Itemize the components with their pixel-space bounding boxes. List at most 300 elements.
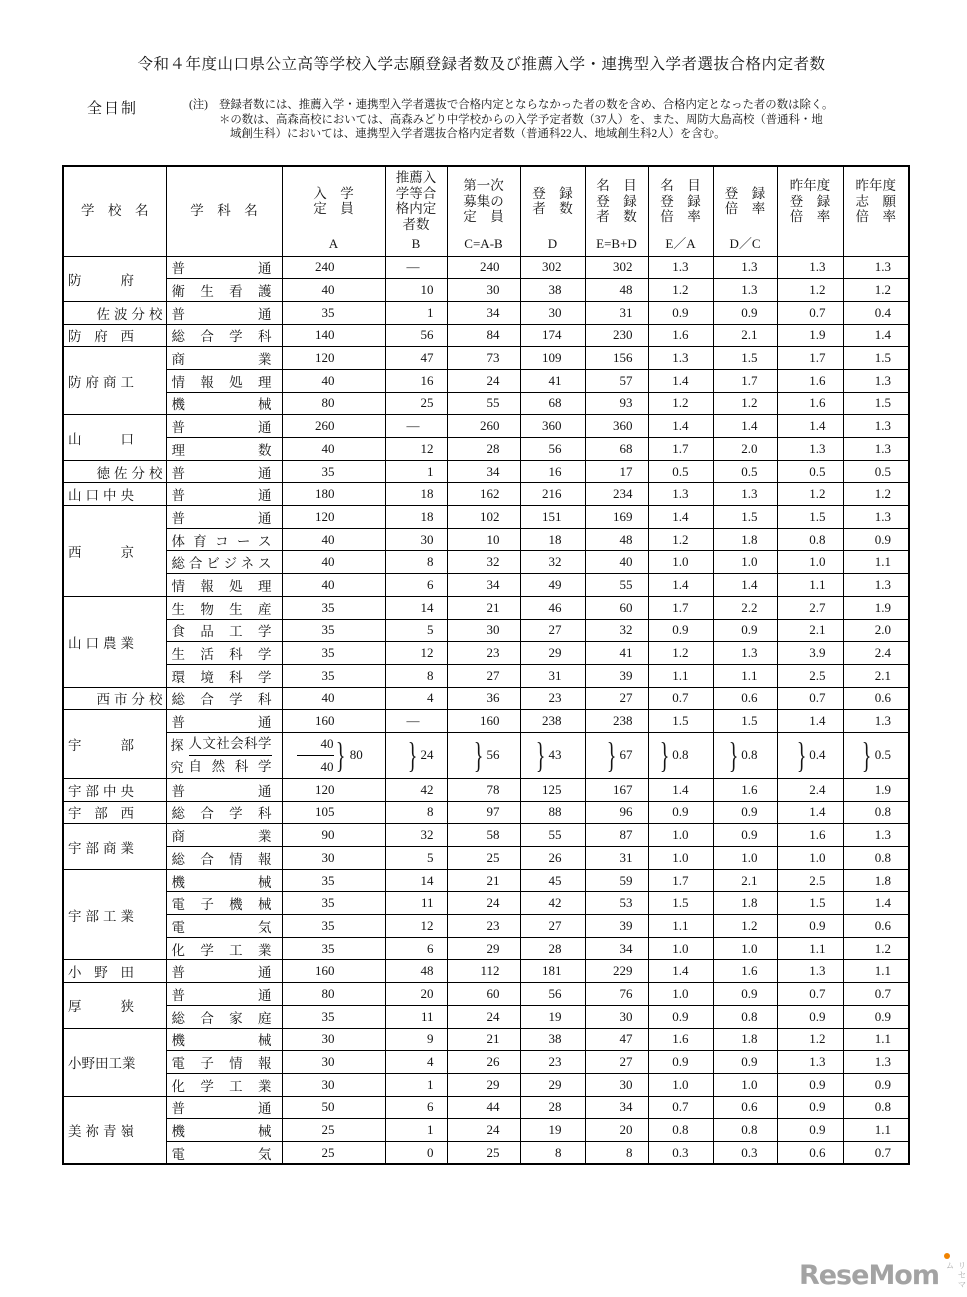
value-cell: 1.6 [777,392,843,415]
value-cell: } 43 [520,732,585,778]
school-name-cell [63,960,166,983]
value-cell: 0.5 [648,460,713,483]
value-cell: 0.9 [713,983,777,1006]
school-name-cell [63,347,166,415]
value-cell: 1.2 [777,279,843,302]
value-cell: 0.9 [648,1051,713,1074]
value-cell: 25 [282,1119,385,1142]
dept-name-cell: 体育コース [166,528,282,551]
dept-name-cell: 総合学科 [166,687,282,710]
value-cell: 0.3 [648,1141,713,1164]
school-name-cell [63,460,166,483]
value-cell: 151 [520,506,585,529]
value-cell: 2.0 [713,438,777,461]
value-cell: 1.5 [843,347,909,370]
table-row [63,324,909,347]
value-cell: 1.4 [843,324,909,347]
value-cell: 156 [585,347,648,370]
value-cell: 23 [447,642,520,665]
dept-name-cell: 電気 [166,915,282,938]
value-cell: 68 [520,392,585,415]
value-cell: 1.6 [713,960,777,983]
school-name: 佐波分校 [96,306,163,322]
value-cell: 27 [585,1051,648,1074]
value-cell: 1.5 [713,347,777,370]
value-cell: 6 [385,574,447,597]
dept-name-cell: 機械 [166,869,282,892]
school-name: 宇部西 [68,806,134,822]
value-cell: 32 [447,551,520,574]
col-formula: E=B+D [596,236,637,252]
value-cell: 28 [520,937,585,960]
value-cell: 49 [520,574,585,597]
value-cell: 0.9 [777,1119,843,1142]
value-cell: 0.9 [843,1005,909,1028]
value-cell: 1.4 [777,801,843,824]
table-row [63,506,909,529]
value-cell: 19 [520,1119,585,1142]
dept-name-cell: 衛生看護 [166,279,282,302]
value-cell: 0.8 [713,1119,777,1142]
value-cell: 8 [520,1141,585,1164]
value-cell: 0.5 [777,460,843,483]
value-cell: 0.8 [777,528,843,551]
value-cell: 97 [447,801,520,824]
table-row [63,574,909,597]
school-name-cell [63,483,166,506]
value-cell: 21 [447,869,520,892]
value-cell: 0.5 [843,460,909,483]
value-cell: 29 [520,642,585,665]
value-cell: 42 [385,778,447,801]
value-cell: } 0.8 [648,732,713,778]
value-cell: 35 [282,619,385,642]
value-cell: 12 [385,642,447,665]
value-cell: 0.5 [713,460,777,483]
value-cell: } 0.4 [777,732,843,778]
value-cell: } 56 [447,732,520,778]
value-cell: 47 [585,1028,648,1051]
value-cell: 35 [282,1005,385,1028]
value-cell: 29 [520,1073,585,1096]
value-cell: 30 [282,847,385,870]
value-cell: 45 [520,869,585,892]
value-cell: 2.7 [777,596,843,619]
value-cell: 0.7 [648,687,713,710]
resemom-logo-dot-icon [944,1253,950,1259]
value-cell: 1.3 [843,710,909,733]
value-cell: 1.4 [648,506,713,529]
dept-name-cell: 普通 [166,710,282,733]
col-header-10: 昨年度 志 願 倍 率 [843,166,909,256]
value-cell: 105 [282,801,385,824]
value-cell: 1.3 [843,438,909,461]
value-cell: — [385,256,447,279]
dept-name-cell: 機械 [166,1119,282,1142]
value-cell: 28 [447,438,520,461]
value-cell: 102 [447,506,520,529]
value-cell: 1.9 [843,596,909,619]
value-cell: 53 [585,892,648,915]
value-cell: 1.1 [648,664,713,687]
value-cell: 1.6 [777,369,843,392]
value-cell: 302 [520,256,585,279]
table-row [63,347,909,370]
value-cell: 40 [282,574,385,597]
col-formula [778,235,843,255]
page-title: 令和４年度山口県公立高等学校入学志願登録者数及び推薦入学・連携型入学者選抜合格内定者数 [137,56,826,73]
note-line: ＊の数は、高森高校においては、高森みどり中学校からの入学予定者数（37人）を、また、周防大島高校（普通科・地 [219,113,823,126]
value-cell: 48 [585,279,648,302]
value-cell: 0.7 [777,687,843,710]
value-cell: 1.1 [777,574,843,597]
value-cell: 0.9 [777,1096,843,1119]
value-cell: 0.7 [777,983,843,1006]
value-cell: 180 [282,483,385,506]
col-formula: E／A [665,236,696,252]
value-cell: 73 [447,347,520,370]
value-cell: 30 [282,1073,385,1096]
dept-name-cell: 普通 [166,778,282,801]
value-cell: 26 [447,1051,520,1074]
school-name: 宇部工業 [68,908,134,924]
school-name: 小野田工業 [68,1056,136,1072]
dept-name-cell: 普通 [166,415,282,438]
value-cell: 216 [520,483,585,506]
value-cell: 42 [520,892,585,915]
value-cell: 35 [282,301,385,324]
value-cell: 35 [282,869,385,892]
value-cell: 0.6 [843,915,909,938]
table-row [63,937,909,960]
value-cell: 18 [520,528,585,551]
value-cell: 23 [447,915,520,938]
value-cell: 25 [447,1141,520,1164]
value-cell: 46 [520,596,585,619]
value-cell: 1.1 [713,664,777,687]
school-name: 防府商工 [68,374,134,390]
table-row [63,256,909,279]
value-cell: 1.3 [713,256,777,279]
value-cell: 87 [585,824,648,847]
col-header-dept: 学 科 名 [166,166,282,256]
value-cell: 1.7 [648,869,713,892]
value-cell: 0.9 [713,1051,777,1074]
value-cell: 28 [520,1096,585,1119]
brace-glyph: } [659,735,670,776]
value-cell: 27 [520,619,585,642]
value-cell: 1.1 [648,915,713,938]
value-cell: 35 [282,642,385,665]
value-cell: 0.9 [777,1073,843,1096]
value-cell: 2.5 [777,664,843,687]
value-cell: 1.0 [648,1073,713,1096]
resemom-logo-side [942,1253,966,1291]
value-cell: 14 [385,869,447,892]
table-row [63,915,909,938]
dept-name-cell: 普通 [166,301,282,324]
dept-name-cell: 総合家庭 [166,1005,282,1028]
value-cell: 1.4 [648,778,713,801]
resemom-logo-subtext: リセマム [944,1261,966,1290]
value-cell: 10 [447,528,520,551]
value-cell: 31 [585,847,648,870]
value-cell: 120 [282,347,385,370]
school-name-cell [63,983,166,1028]
value-cell: 120 [282,778,385,801]
value-cell: 1.1 [843,1119,909,1142]
note-lines [219,98,909,142]
value-cell: 229 [585,960,648,983]
value-cell: 2.4 [843,642,909,665]
dept-name-cell: 総合ビジネス [166,551,282,574]
value-cell: 1.3 [777,1051,843,1074]
value-cell: 78 [447,778,520,801]
value-cell: 120 [282,506,385,529]
value-cell: 1.3 [713,279,777,302]
value-cell: 1.7 [648,438,713,461]
school-name: 宇部 [68,738,134,754]
value-cell: 40 [282,528,385,551]
value-cell: 0.6 [777,1141,843,1164]
value-cell: 1.8 [713,892,777,915]
table-row [63,415,909,438]
school-name-cell [63,801,166,824]
col-header-school: 学 校 名 [63,166,166,256]
value-cell: 8 [385,551,447,574]
value-cell: 34 [447,460,520,483]
value-cell: 1.4 [648,574,713,597]
value-cell: 1.3 [713,483,777,506]
value-cell: 1.0 [713,1073,777,1096]
table-row [63,847,909,870]
value-cell: 16 [520,460,585,483]
col-formula: D [547,236,558,252]
value-cell: } 24 [385,732,447,778]
value-cell: 80 [282,983,385,1006]
table-row [63,983,909,1006]
value-cell: 44 [447,1096,520,1119]
school-name-cell [63,596,166,687]
value-cell: 2.1 [843,664,909,687]
value-cell: 0.6 [713,1096,777,1119]
dept-name-cell: 普通 [166,483,282,506]
value-cell: — [385,415,447,438]
value-cell: 6 [385,1096,447,1119]
table-row [63,279,909,302]
value-cell: 0.6 [843,687,909,710]
value-cell: 35 [282,892,385,915]
value-cell: 1.5 [713,710,777,733]
value-cell: 50 [282,1096,385,1119]
value-cell: 1.1 [777,937,843,960]
value-cell: 162 [447,483,520,506]
table-row [63,369,909,392]
value-cell: 1.3 [648,256,713,279]
value-cell: 25 [282,1141,385,1164]
value-cell: 8 [385,801,447,824]
value-cell: 1.0 [648,824,713,847]
school-name-cell [63,256,166,301]
value-cell: 1.5 [713,506,777,529]
capacity-total: 80 [349,747,363,763]
value-cell: 10 [385,279,447,302]
value-cell: 234 [585,483,648,506]
dept-name-cell: 情報処理 [166,574,282,597]
value-cell: 34 [585,1096,648,1119]
value-cell: 84 [447,324,520,347]
value-cell: 260 [447,415,520,438]
value-cell: 0.3 [713,1141,777,1164]
value-cell: 80 [282,392,385,415]
value-cell: 17 [585,460,648,483]
value-cell: 1.6 [777,824,843,847]
table-row [63,551,909,574]
value-cell: 31 [585,301,648,324]
value-cell: 27 [585,687,648,710]
value-cell: 4 [385,1051,447,1074]
value-cell: 38 [520,279,585,302]
dept-name-cell: 情報処理 [166,369,282,392]
dept-name-cell: 生物生産 [166,596,282,619]
value-cell: 30 [282,1028,385,1051]
value-cell: 40 [282,438,385,461]
value-cell: 1.3 [777,438,843,461]
value-cell: 40 [282,551,385,574]
value-cell: 35 [282,915,385,938]
table-row [63,1005,909,1028]
value-cell: } 0.5 [843,732,909,778]
value-cell: 36 [447,687,520,710]
value-cell: — [385,710,447,733]
value-cell: 1.3 [648,347,713,370]
school-name: 西市分校 [96,692,163,708]
value-cell: 34 [447,301,520,324]
value-cell: 1.2 [713,392,777,415]
table-row [63,1051,909,1074]
col-header-9: 昨年度 登 録 倍 率 [777,166,843,256]
school-name-cell [63,710,166,779]
note-line: 域創生科）においては、連携型入学者選抜合格内定者数（普通科22人、地域創生科2人）を含む。 [230,128,726,141]
dept-name: 自然科学 [188,758,272,774]
value-cell: 6 [385,937,447,960]
value-cell: 40 [282,279,385,302]
value-cell: 30 [447,279,520,302]
value-cell: 112 [447,960,520,983]
value-cell: 40 [282,687,385,710]
value-cell: 240 [447,256,520,279]
table-row [63,892,909,915]
school-name: 宇部商業 [68,840,134,856]
value-cell: 1.3 [648,483,713,506]
value-cell: 1 [385,1119,447,1142]
value-cell: 3.9 [777,642,843,665]
table-row [63,1096,909,1119]
value-cell: 1.9 [843,778,909,801]
value-cell: 40 [282,369,385,392]
enrollment-table [62,165,910,1165]
value-cell: 34 [447,574,520,597]
value-cell: 0.9 [648,619,713,642]
resemom-logo-text: ReseMom [798,1260,939,1291]
value-cell: 16 [385,369,447,392]
value-cell: 34 [585,937,648,960]
value-cell: 169 [585,506,648,529]
value-cell: 1.6 [648,324,713,347]
value-cell: 0.8 [648,1119,713,1142]
value-cell: 40 [585,551,648,574]
value-cell: 360 [585,415,648,438]
brace-glyph: } [408,735,418,776]
value-cell: 24 [447,369,520,392]
value-cell: 90 [282,824,385,847]
value-cell: 1.0 [713,847,777,870]
value-cell: 24 [447,1119,520,1142]
value-cell: 57 [585,369,648,392]
value-cell: 56 [385,324,447,347]
value-cell: 2.1 [713,324,777,347]
value-cell: 1.3 [843,574,909,597]
value-cell: 26 [520,847,585,870]
dept-name-cell: 電気 [166,1141,282,1164]
col-header-8: 登 録 倍 率 D／C [713,166,777,256]
value-cell: 19 [520,1005,585,1028]
value-cell: 0.7 [777,301,843,324]
table-row [63,824,909,847]
brace-glyph: } [607,735,617,776]
value-cell: 30 [585,1005,648,1028]
table-row [63,1028,909,1051]
value-cell: 59 [585,869,648,892]
col-formula [844,235,909,255]
value-cell: 21 [447,596,520,619]
value-cell: 55 [520,824,585,847]
brace-glyph: } [474,735,484,776]
dept-name-cell: 商業 [166,824,282,847]
value-cell: 1.7 [648,596,713,619]
value-cell: 1.7 [777,347,843,370]
school-name-cell [63,1028,166,1096]
dept-name-cell: 普通 [166,1096,282,1119]
value-cell: 29 [447,1073,520,1096]
value-cell: 0.9 [713,301,777,324]
table-row [63,483,909,506]
value-cell: 1.4 [777,415,843,438]
value-cell: 27 [520,915,585,938]
table-row [63,869,909,892]
capacity-value: 40 [297,733,334,756]
value-cell: 1.0 [777,551,843,574]
value-cell: 1.5 [777,892,843,915]
value-cell: 8 [385,664,447,687]
value-cell: 1.5 [648,710,713,733]
value-cell: 2.5 [777,869,843,892]
col-header-7: 名 目 登 録 倍 率 E／A [648,166,713,256]
value-cell: } 0.8 [713,732,777,778]
value-cell: 47 [385,347,447,370]
value-cell: 0.9 [713,824,777,847]
value-cell: 260 [282,415,385,438]
dept-name-cell: 化学工業 [166,1073,282,1096]
brace-glyph: } [536,735,546,776]
school-name-cell [63,778,166,801]
value-cell: 20 [585,1119,648,1142]
dept-name-cell: 電子機械 [166,892,282,915]
table-row [63,596,909,619]
value-cell: 25 [385,392,447,415]
value-cell: 0.7 [843,983,909,1006]
value-cell: 0.6 [713,687,777,710]
